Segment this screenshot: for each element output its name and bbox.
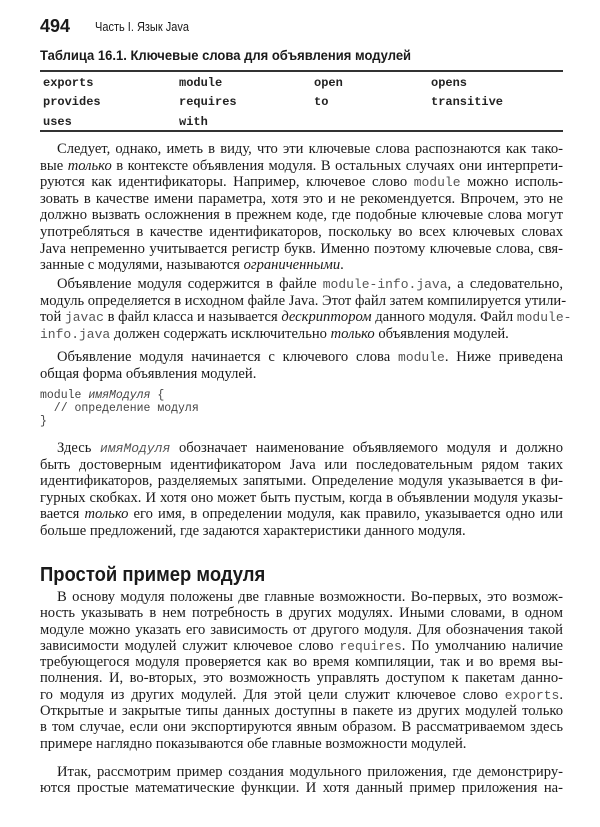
- inline-code: exports: [504, 687, 560, 703]
- text-run: быть достоверным идентификатором Java или последовательным рядом таких: [40, 456, 563, 473]
- text-line: [40, 490, 563, 507]
- inline-code: requires: [339, 638, 402, 654]
- keyword-cell: to: [314, 95, 329, 110]
- paragraph: [40, 276, 572, 342]
- text-line: [40, 736, 563, 752]
- text-run: модуле можно указать его зависимость от другого модуля. Для обозначения такой: [40, 621, 563, 638]
- paragraph: [40, 440, 563, 540]
- text-line: [40, 764, 563, 780]
- text-line: [40, 389, 563, 402]
- paragraph: [40, 589, 563, 752]
- text-run: Здесь: [57, 440, 101, 456]
- text-line: [40, 703, 563, 719]
- text-line: [40, 589, 563, 605]
- text-run: модуль определяется в исходном файле Java. Этот файл затем компилируется утили-: [40, 292, 567, 309]
- text-line: [40, 158, 563, 175]
- text-line: [40, 440, 563, 457]
- text-run: той: [40, 309, 65, 326]
- text-run: полнения. И, во-вторых, это возможность управлять доступом к пакетам данно-: [40, 670, 563, 687]
- text-run: руются как идентификаторы. Например, ключевое слово: [40, 174, 414, 191]
- inline-code: info.java: [40, 326, 111, 342]
- text-line: [40, 473, 563, 490]
- text-run: Объявление модуля начинается с ключевого слова: [57, 349, 399, 365]
- paragraph: [40, 141, 563, 274]
- text-run: Открытые и закрытые типы данных доступны в пакете из других модулей только: [40, 703, 563, 720]
- page-header: [40, 16, 563, 38]
- text-run: вые: [40, 157, 68, 174]
- text-run: ность указывать в нем потребность в других модулях. Иными словами, в одном: [40, 605, 563, 622]
- text-run: В основу модуля положены две главные возможности. Во-первых, это возмож-: [57, 589, 563, 605]
- text-run: module: [40, 389, 89, 402]
- text-line: [40, 207, 563, 224]
- text-run: го модуля из других модулей. Для этой цели служит ключевое слово: [40, 686, 505, 703]
- page-number: 494: [40, 16, 71, 36]
- text-run: должен содержать исключительно: [110, 325, 331, 342]
- text-line: [40, 191, 563, 208]
- keyword-cell: provides: [43, 95, 101, 110]
- running-title: Часть I. Язык Java: [95, 20, 189, 34]
- text-line: [40, 241, 563, 258]
- text-run: ются простые математические функции. И хотя данный пример приложения на-: [40, 780, 563, 797]
- text-run: примере наглядно показываются обе главные возможности модулей.: [40, 735, 467, 752]
- text-run: Объявление модуля содержится в файле: [57, 276, 323, 292]
- text-run: , а следовательно,: [447, 276, 563, 292]
- text-line: [40, 638, 563, 654]
- text-run: Java непременно учитывается регистр букв. Именно поэтому ключевые слова, свя-: [40, 240, 563, 257]
- text-line: [40, 687, 563, 703]
- text-line: [40, 402, 563, 415]
- text-run: . По умолчанию наличие: [401, 637, 563, 654]
- inline-code: module-: [516, 310, 572, 326]
- text-line: [40, 257, 563, 274]
- table-row: [40, 93, 563, 113]
- text-run: данного модуля. Файл: [371, 309, 517, 326]
- table-row: [40, 73, 563, 93]
- text-run: его имя, в определении модуля, как правило, указывается одно или: [128, 506, 563, 523]
- inline-code: module: [398, 350, 445, 365]
- text-line: [40, 670, 563, 686]
- text-run: {: [150, 389, 165, 402]
- text-line: [40, 349, 563, 366]
- keyword-cell: opens: [431, 75, 468, 90]
- text-line: [40, 780, 563, 796]
- text-line: [40, 719, 563, 735]
- text-line: [40, 292, 567, 310]
- emphasis-text: ограниченными: [243, 257, 341, 274]
- text-line: [40, 309, 572, 326]
- table-row: [40, 112, 563, 132]
- text-line: [40, 654, 563, 670]
- emphasis-text: только: [84, 506, 129, 523]
- text-line: [40, 415, 563, 428]
- code-block: [40, 389, 563, 428]
- text-run: идентификаторов, разделяемых запятыми. Определение модуля указывается в фи-: [40, 473, 563, 490]
- paragraph: [40, 349, 563, 382]
- keyword-cell: with: [179, 114, 208, 129]
- text-line: [40, 141, 563, 158]
- text-run: употребляться в качестве идентификаторов, поскольку во всех ключевых словах: [40, 223, 563, 240]
- text-line: [40, 506, 563, 523]
- keyword-cell: module: [179, 75, 223, 90]
- emphasis-text: только: [330, 325, 375, 342]
- text-run: вается: [40, 506, 85, 523]
- text-run: больше предложений, где задаются характеристики данного модуля.: [40, 522, 466, 539]
- text-run: Итак, рассмотрим пример создания модульного приложения, где демонстриру-: [57, 764, 563, 780]
- text-run: в контексте объявления модуля. В остальных случаях они интерпрети-: [111, 157, 563, 174]
- text-line: [40, 605, 563, 621]
- text-line: [40, 366, 563, 383]
- text-line: [40, 174, 563, 191]
- text-run: гурных скобках. И хотя оно может быть пустым, когда в объявлении модуля указы-: [40, 489, 563, 506]
- inline-code: javac: [64, 310, 104, 326]
- text-run: }: [40, 415, 47, 428]
- keyword-cell: open: [314, 75, 343, 90]
- text-run: требующегося модуля проверяется как во время компиляции, так и во время вы-: [40, 654, 563, 671]
- text-run: объявления модулей.: [374, 325, 509, 342]
- text-line: [40, 224, 563, 241]
- keyword-cell: requires: [179, 95, 237, 110]
- text-run: . Ниже приведена: [444, 349, 564, 365]
- text-run: занные с модулями, называются: [40, 257, 244, 274]
- emphasis-text: имяМодуля: [88, 389, 151, 402]
- text-run: зовать в качестве имени параметра, хотя это и не рекомендуется. Впрочем, это не: [40, 190, 563, 207]
- text-line: [40, 276, 563, 293]
- text-run: обозначает наименование объявляемого модуля и должно: [170, 440, 563, 456]
- keywords-table: [40, 70, 563, 132]
- keyword-cell: exports: [43, 75, 94, 90]
- text-run: // определение модуля: [40, 402, 199, 415]
- text-run: можно исполь-: [460, 174, 564, 191]
- emphasis-text: дескриптором: [281, 309, 372, 326]
- text-run: .: [559, 686, 563, 703]
- text-run: должно вызвать осложнения в прежнем коде, где подобные ключевые слова могут: [40, 207, 563, 224]
- text-run: .: [340, 257, 344, 274]
- emphasis-text: только: [67, 157, 112, 174]
- inline-code: module: [413, 175, 461, 191]
- text-run: общая форма объявления модулей.: [40, 365, 257, 382]
- paragraph: [40, 764, 563, 797]
- text-line: [40, 326, 563, 343]
- keyword-cell: transitive: [431, 95, 504, 110]
- inline-code: module-info.java: [322, 277, 448, 292]
- text-run: Следует, однако, иметь в виду, что эти ключевые слова распознаются как тако-: [57, 141, 563, 157]
- keyword-cell: uses: [43, 114, 72, 129]
- text-line: [40, 622, 563, 638]
- text-run: в файл класса и называется: [103, 309, 282, 326]
- text-run: зависимости модулей служит ключевое слово: [40, 637, 340, 654]
- text-line: [40, 457, 563, 474]
- section-heading: Простой пример модуля: [40, 563, 266, 586]
- table-caption: Таблица 16.1. Ключевые слова для объявления модулей: [40, 47, 412, 63]
- text-line: [40, 523, 563, 540]
- inline-code: имяМодуля: [100, 441, 171, 456]
- text-run: в том случае, если они экспортируются явным образом. В рассматриваемом здесь: [40, 719, 563, 736]
